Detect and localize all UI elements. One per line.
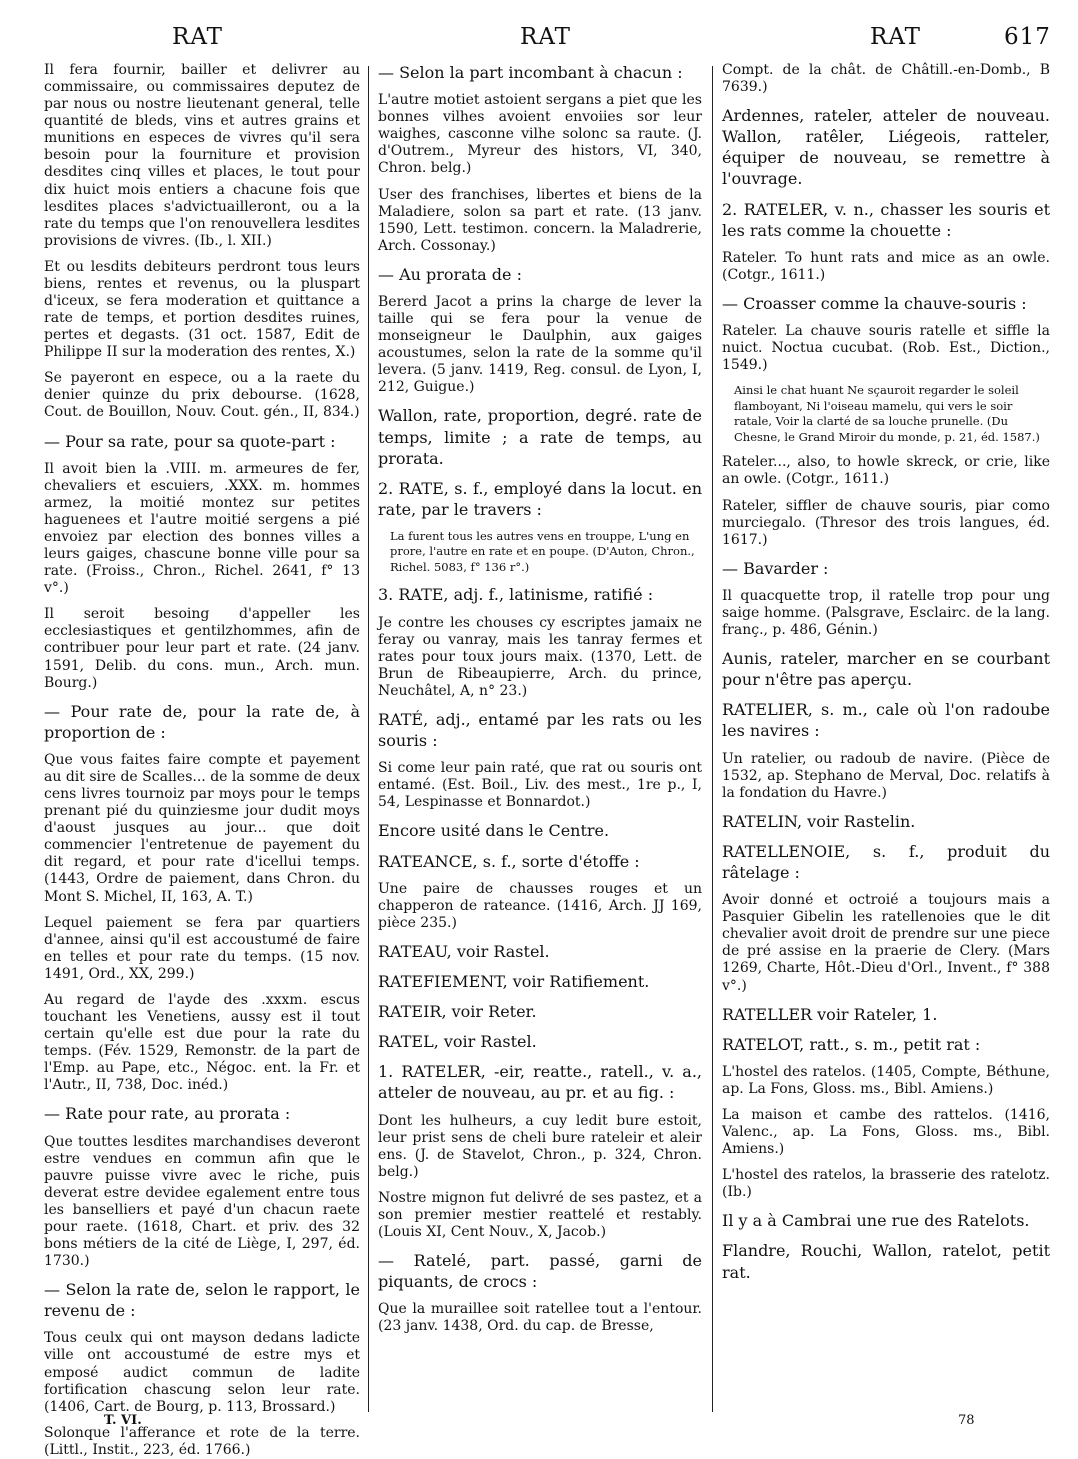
entry-headword: 1. RATELER, -eir, reatte., ratell., v. a., atteler de nouveau, au pr. et au fig. : — [378, 1062, 702, 1103]
citation: Rateler. La chauve souris ratelle et siffle la nuict. Noctua cucubat. (Rob. Est., Diction., 1549.) — [722, 323, 1050, 374]
entry-headword: RATELIER, s. m., cale où l'on radoube les navires : — [722, 700, 1050, 741]
sense-heading: — Selon la part incombant à chacun : — [378, 63, 683, 82]
modern-dialect-note: Aunis, rateler, marcher en se courbant pour n'être pas aperçu. — [722, 649, 1050, 690]
citation: Une paire de chausses rouges et un chapperon de rateance. (1416, Arch. JJ 169, pièce 235.) — [378, 880, 702, 931]
citation: Que vous faites faire compte et payement au dit sire de Scalles... de la somme de deux cens livres tournoiz par moys pour le temps prenant pié du quinziesme jour dudit moys d'aoust jusques au jour... que doit commencier l'entretenue de payement du dit regard, et pour rate d'icellui temps. (1443, Ordre de paiement, dans Chron. du Mont S. Michel, II, 163, A. T.) — [44, 751, 360, 905]
citation: Que la muraillee soit ratellee tout a l'entour. (23 janv. 1438, Ord. du cap. de Bresse, — [378, 1301, 702, 1335]
sense-heading: — Rate pour rate, au prorata : — [44, 1104, 291, 1124]
running-head-left: RAT — [172, 24, 224, 50]
sense-heading: — Pour rate de, pour la rate de, à proportion de : — [44, 701, 360, 742]
verse-quotation: Ainsi le chat huant Ne sçauroit regarder le soleil flamboyant, Ni l'oiseau mamelu, qui vers le soir ratale, Voir la clarté de sa louche prunelle. (Du Chesne, le Grand Miroir du monde, p. 21, éd. 1587.) — [734, 383, 1040, 444]
entry-headword: 3. RATE, adj. f., latinisme, ratifié : — [378, 585, 654, 605]
citation: Je contre les chouses cy escriptes jamaix ne feray ou vanray, mais les tanray fermes et rates pour toux jours maix. (1370, Lett. de Brun de Ribeaupierre, Arch. du prince, Neuchâtel, A, n° 23.) — [378, 614, 702, 699]
entry-headword: RATELLER voir Rateler, 1. — [722, 1004, 938, 1024]
sense-heading: — Ratelé, part. passé, garni de piquants, de crocs : — [378, 1251, 702, 1292]
citation: Rateler..., also, to howle skreck, or crie, like an owle. (Cotgr., 1611.) — [722, 454, 1050, 488]
entry-headword: RATEANCE, s. f., sorte d'étoffe : — [378, 851, 640, 871]
citation: Nostre mignon fut delivré de ses pastez, et a son premier mestier reattelé et restably. (Louis XI, Cent Nouv., X, Jacob.) — [378, 1189, 702, 1241]
citation: Lequel paiement se fera par quartiers d'annee, ainsi qu'il est accoustumé de faire en telles et pour rate du temps. (15 nov. 1491, Ord., XX, 299.) — [44, 914, 360, 982]
column-divider — [712, 66, 713, 1412]
citation: Et ou lesdits debiteurs perdront tous leurs biens, rentes et revenus, ou la pluspart d'iceux, se fera moderation et quittance a rate de temps, et portion desdites ruines, pertes et degasts. (31 oct. 1587, Edit de Philippe II sur la moderation des rentes, X.) — [44, 258, 360, 361]
entry-headword: RATELOT, ratt., s. m., petit rat : — [722, 1034, 981, 1054]
citation: L'autre motiet astoient sergans a piet que les bonnes vilhes avoient envoiies sor leur waighes, casconne vilhe solonc sa raute. (J. d'Outrem., Myreur des histors, VI, 340, Chron. belg.) — [378, 92, 702, 177]
text-column-3 — [722, 62, 1050, 1412]
citation: Un ratelier, ou radoub de navire. (Pièce de 1532, ap. Stephano de Merval, Doc. relatifs à la fondation du Havre.) — [722, 750, 1050, 801]
citation: Si come leur pain raté, que rat ou souris ont entamé. (Est. Boil., Liv. des mest., 1re p., I, 54, Lespinasse et Bonnardot.) — [378, 760, 702, 811]
citation: L'hostel des ratelos. (1405, Compte, Béthune, ap. La Fons, Gloss. ms., Bibl. Amiens.) — [722, 1063, 1050, 1097]
verse-quotation: La furent tous les autres vens en trouppe, L'ung en prore, l'autre en rate et en poupe. (D'Auton, Chron., Richel. 5083, f° 136 r°.) — [390, 528, 695, 574]
modern-dialect-note: Wallon, rate, proportion, degré. rate de temps, limite ; a rate de temps, au prorata. — [378, 406, 702, 468]
entry-headword: 2. RATELER, v. n., chasser les souris et les rats comme la chouette : — [722, 199, 1050, 240]
citation: User des franchises, libertes et biens de la Maladiere, solon sa part et rate. (13 janv. 1590, Lett. testimon. concern. la Maladrerie, Arch. Cossonay.) — [378, 186, 702, 254]
sense-heading: — Pour sa rate, pour sa quote-part : — [44, 431, 336, 451]
citation: Compt. de la chât. de Châtill.-en-Domb., B 7639.) — [722, 62, 1050, 96]
entry-headword: RATEIR, voir Reter. — [378, 1002, 537, 1022]
modern-dialect-note: Il y a à Cambrai une rue des Ratelots. — [722, 1211, 1030, 1231]
citation: L'hostel des ratelos, la brasserie des ratelotz. (Ib.) — [722, 1167, 1050, 1201]
entry-headword: RATÉ, adj., entamé par les rats ou les souris : — [378, 709, 702, 751]
citation: Au regard de l'ayde des .xxxm. escus touchant les Venetiens, aussy est il tout certain qu'elle est due pour la rate du temps. (Fév. 1529, Remonstr. de la part de l'Emp. au Pape, etc., Négoc. ent. la Fr. et l'Autr., II, 738, Doc. inéd.) — [44, 991, 360, 1094]
entry-headword: RATEFIEMENT, voir Ratifiement. — [378, 972, 650, 991]
page-number: 617 — [1004, 24, 1051, 50]
citation: Il seroit besoing d'appeller les ecclesiastiques et gentilzhommes, afin de contribuer pour leur part et rate. (24 janv. 1591, Delib. du cons. mun., Arch. mun. Bourg.) — [44, 606, 360, 691]
entry-headword: RATEAU, voir Rastel. — [378, 941, 550, 961]
volume-signature: T. VI. — [104, 1413, 142, 1428]
sheet-signature: 78 — [958, 1413, 975, 1428]
citation: Dont les hulheurs, a cuy ledit bure estoit, leur prist sens de cheli bure rateleir et aleir ens. (J. de Stavelot, Chron., p. 324, Chron. belg.) — [378, 1112, 702, 1180]
citation: Tous ceulx qui ont mayson dedans ladicte ville ont accoustumé de estre mys et emposé audict commun de ladite fortification chascung selon leur rate. (1406, Cart. de Bourg, p. 113, Brossard.) — [44, 1330, 360, 1415]
sense-heading: — Au prorata de : — [378, 264, 522, 284]
modern-dialect-note: Ardennes, rateler, atteler de nouveau. Wallon, ratêler, Liégeois, ratteler, équiper de nouveau, se remettre à l'ouvrage. — [722, 106, 1050, 189]
running-head-center: RAT — [520, 24, 572, 50]
sense-heading: — Bavarder : — [722, 558, 829, 578]
citation: Solonque l'afferance et rote de la terre. (Littl., Instit., 223, éd. 1766.) — [44, 1424, 360, 1458]
text-column-2 — [378, 62, 702, 1412]
entry-headword: RATELIN, voir Rastelin. — [722, 811, 916, 831]
citation: Bererd Jacot a prins la charge de lever la taille qui se fera pour la venue de monseigneur le Daulphin, aux gaiges acoustumes, selon la rate de la somme qu'il levera. (5 janv. 1419, Reg. consul. de Lyon, I, 212, Guigue.) — [378, 293, 702, 396]
sense-heading: — Croasser comme la chauve-souris : — [722, 293, 1027, 313]
citation: Rateler, siffler de chauve souris, piar como murciegalo. (Thresor des trois langues, éd. 1617.) — [722, 497, 1050, 548]
citation: Rateler. To hunt rats and mice as an owle. (Cotgr., 1611.) — [722, 249, 1050, 283]
citation: Se payeront en espece, ou a la raete du denier quinze du prix debourse. (1628, Cout. de Bouillon, Nouv. Cout. gén., II, 834.) — [44, 370, 360, 421]
running-head-right: RAT — [870, 24, 922, 50]
entry-headword: RATELLENOIE, s. f., produit du râtelage : — [722, 841, 1050, 882]
citation: Il quacquette trop, il ratelle trop pour ung saige homme. (Palsgrave, Esclairc. de la lang. franç., p. 486, Génin.) — [722, 587, 1050, 639]
citation: Avoir donné et octroié a toujours mais a Pasquier Gibelin les ratellenoies que le dit chevalier avoit droit de prendre sur une piece de pré assise en la praerie de Clery. (Mars 1269, Charte, Hôt.-Dieu d'Orl., Invent., f° 388 v°.) — [722, 892, 1050, 994]
modern-dialect-note: Encore usité dans le Centre. — [378, 821, 610, 841]
citation: Il avoit bien la .VIII. m. armeures de fer, chevaliers et escuiers, .XXX. m. hommes armez, la moitié montez sur petites haguenees et l'autre moitié sergens a pié envoiez par election des bonnes villes a leurs gaiges, chascune bonne ville pour sa rate. (Froiss., Chron., Richel. 2641, f° 13 v°.) — [44, 460, 360, 597]
citation: La maison et cambe des rattelos. (1416, Valenc., ap. La Fons, Gloss. ms., Bibl. Amiens.) — [722, 1106, 1050, 1158]
citation: Il fera fournir, bailler et delivrer au commissaire, ou commissaires deputez de par nous ou nostre lieutenant general, telle quantité de bleds, vins et autres grains et munitions en especes de vivres qu'il sera besoin pour la fourniture et provision desdites cinq villes et places, le tout pour dix huict mois entiers a chacune fois que lesdites places s'advictuailleront, ou a la rate du temps que l'on renouvellera lesdites provisions de vivres. (Ib., l. XII.) — [44, 62, 360, 249]
column-divider — [368, 66, 369, 1412]
modern-dialect-note: Flandre, Rouchi, Wallon, ratelot, petit rat. — [722, 1241, 1050, 1282]
entry-headword: 2. RATE, s. f., employé dans la locut. en rate, par le travers : — [378, 478, 702, 519]
entry-headword: RATEL, voir Rastel. — [378, 1032, 537, 1052]
sense-heading: — Selon la rate de, selon le rapport, le revenu de : — [44, 1280, 360, 1321]
citation: Que touttes lesdites marchandises deveront estre vendues en commun afin que le pauvre puisse vivre avec le riche, puis deverat estre devidee egalement entre tous les banselliers et payé d'un chacun raete pour raete. (1618, Chart. et priv. des 32 bons métiers de la cité de Liège, I, 297, éd. 1730.) — [44, 1133, 360, 1270]
